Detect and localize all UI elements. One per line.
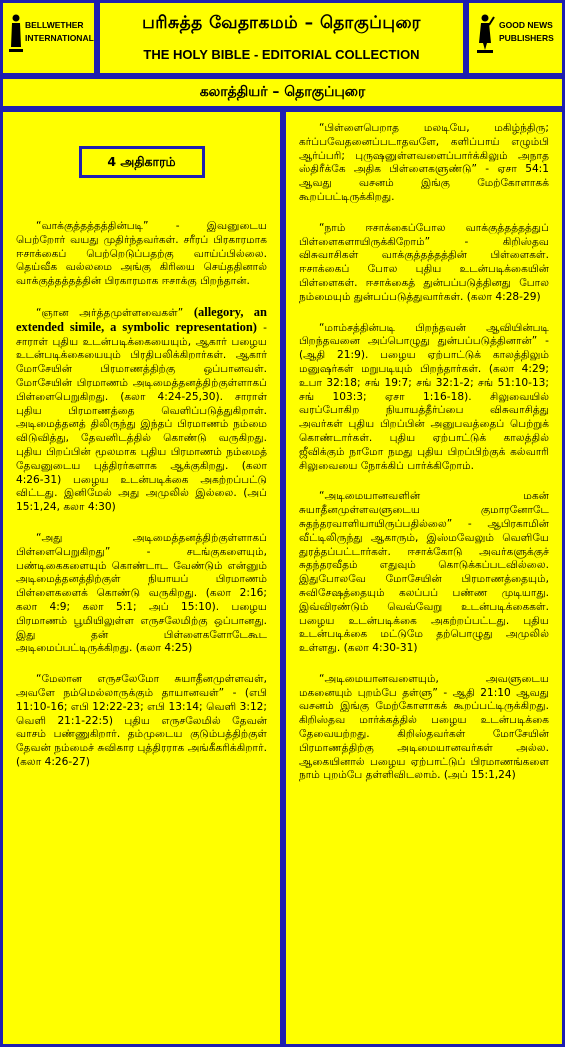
header	[0, 0, 565, 109]
chapter-label: 4 அதிகாரம்	[79, 146, 205, 178]
left-paragraph-2-rest: - சாராள் புதிய உடன்படிக்கையையும், ஆகார் பழைய உடன்படிக்கையையும் பிரதிபலிக்கிறார்கள். ஆகார் மோசேயின் பிரமாணத்திற்கு ஒப்பானவள். மோசேயின் பிரமாணம் அடிமைத்தனத்திற்குள்ளாகப் பிள்ளைபெறுகிறது. (கலா 4:24-25,30). சாராள் புதிய பிரமாணத்தை வெளிப்படுத்துகிறாள். அடிமைத்தனத் திலிருந்து இந்தப் பிரமாணம் நம்மை விடுவித்து, தேவனிடத்தில் கொண்டு வருகிறது. புதிய பிறப்பின் மூலமாக புதிய பிரமாணம் நம்மைத் தேவனுடைய புத்திரர்களாக ஆக்குகிறது. (கலா 4:26-31) பழைய உடன்படிக்கை அகற்றப்பட்டு விட்டது. இனிமேல் அது அமுலில் இல்லை. (அப் 15:1,24, கலா 4:30)	[16, 321, 267, 514]
good-news-logo	[466, 0, 565, 76]
right-column	[283, 109, 565, 1047]
logo-right-line1: GOOD NEWS	[499, 20, 553, 30]
left-paragraph-4: “மேலான எருசலேமோ சுயாதீனமுள்ளவள், அவளே நம்மெல்லாருக்கும் தாயானவள்” - (எபி 11:10-16; எபி 12:22-23; எபி 13:14; வெளி 3:12; வெளி 21:1-22:5) புதிய எருசலேமில் தேவன் வாசம் பண்ணுகிறார். தம்முடைய குடும்பத்திற்குள் தேவன் நம்மைச் சுவிகார புத்திரராக அங்கீகரிக்கிறார். (கலா 4:26-27)	[16, 673, 267, 768]
title-tamil: பரிசுத்த வேதாகமம் – தொகுப்புரை	[142, 13, 421, 33]
bellwether-logo	[0, 0, 97, 76]
title-english: THE HOLY BIBLE - EDITORIAL COLLECTION	[143, 47, 420, 62]
logo-right-line2: PUBLISHERS	[499, 33, 554, 43]
right-paragraph-5: “அடிமையானவளையும், அவளுடைய மகனையும் புறம்பே தள்ளு” - ஆதி 21:10 ஆவது வசனம் இங்கு மேற்கோளாகக் கூறப்பட்டிருக்கிறது. கிறிஸ்தவ மார்க்கத்தில் பழைய உடன்படிக்கை தேவையற்றது. கிறிஸ்தவர்கள் மோசேயின் பிரமாணத்திற்கு அடிமையானவர்கள் அல்ல. ஆகையினால் பழைய ஏற்பாட்டுப் பிரமாணங்களை நாம் புறம்பே தள்ளிவிடலாம். (அப் 15:1,24)	[299, 672, 549, 782]
logo-left-line2: INTERNATIONAL	[25, 33, 94, 43]
left-column	[0, 109, 283, 1047]
messenger-figure-icon	[475, 13, 495, 53]
right-paragraph-3: “மாம்சத்தின்படி பிறந்தவன் ஆவியின்படி பிறந்தவனை அப்பொழுது துன்பப்படுத்தினான்” - (ஆதி 21:9). பழைய ஏற்பாட்டுக் காலத்திலும் மனுஷர்கள் மறுபடியும் பிறந்தார்கள். (கலா 4:29; உபா 32:18; சங் 19:7; சங் 32:1-2; சங் 51:10-13; சங் 103:3; ஏசா 1:16-18). சிலுவையில் வரப்போகிற நியாயத்தீர்ப்பை விசுவாசித்து அவர்கள் புதிய பிறப்பின் அனுபவத்தைப் பெற்றுக் கொண்டார்கள். புதிய ஏற்பாட்டுக் காலத்தில் ஜீவிக்கும் நாமோ நமது புதிய பிறப்பிற்குக் கல்வாரி சிலுவையை நோக்கிப் பார்க்கிறோம்.	[299, 321, 549, 472]
right-paragraph-1: “பிள்ளைபெறாத மலடியே, மகிழ்ந்திரு; கர்ப்பவேதனைப்படாதவளே, களிப்பாய் எழும்பி ஆர்ப்பரி; புருஷனுள்ளவளைப்பார்க்கிலும் அநாத ஸ்திரீக்கே அதிக பிள்ளைகளுண்டு” - ஏசா 54:1 ஆவது வசனம் இங்கு மேற்கோளாகக் கூறப்பட்டிருக்கிறது.	[299, 122, 549, 203]
subtitle-box	[0, 76, 565, 109]
left-paragraph-3: “அது அடிமைத்தனத்திற்குள்ளாகப் பிள்ளைபெறுகிறது” - சடங்குகளையும், பண்டிகைகளையும் கொண்டாட வேண்டும் என்னும் அடிமைத்தனத்திற்குள் நியாயப் பிரமாணம் பிள்ளைகளைக் கொண்டு வருகிறது. (கலா 2:16; கலா 4:9; கலா 5:1; அப் 15:10). பழைய பிரமாணம் பூமியிலுள்ள எருசலேமிற்கு ஒப்பானது. இது தன் பிள்ளைகளோடேகூட அடிமைப்பட்டிருக்கிறது. (கலா 4:25)	[16, 531, 267, 655]
right-paragraph-2: “நாம் ஈசாக்கைப்போல வாக்குத்தத்தத்துப் பிள்ளைகளாயிருக்கிறோம்” - கிறிஸ்தவ விசுவாசிகள் வாக்குத்தத்தத்தின் பிள்ளைகள். ஈசாக்கைப் போல புதிய உடன்படிக்கையின் பிள்ளைகள். ஈசாக்கைத் துன்பப்படுத்தினது போல நம்மையும் துன்பப்படுத்துவார்கள். (கலா 4:28-29)	[299, 221, 549, 303]
left-paragraph-1: “வாக்குத்தத்தத்தின்படி” - இவனுடைய பெற்றோர் வயது முதிர்ந்தவர்கள். சரீரப் பிரகாரமாக ஈசாக்கைப் பெற்றெடுப்பதற்கு வாய்ப்பில்லை. தெய்வீக வல்லமை அங்கு கிரியை செய்ததினால் வாக்குத்தத்தத்தின் பிரகாரமாக ஈசாக்கு பிறந்தான்.	[16, 220, 267, 288]
allegory-definition: (allegory, an extended simile, a symbolic representation)	[16, 304, 268, 334]
left-paragraph-2-lead: “ஞான அர்த்தமுள்ளவைகள்”	[36, 306, 194, 319]
right-paragraph-4: “அடிமையானவளின் மகன் சுயாதீனமுள்ளவளுடைய குமாரனோடே சுதந்தரவாளியாயிருப்பதில்லை” - ஆபிரகாமின் வீட்டிலிருந்து ஆகாரும், இஸ்மவேலும் வெளியே துரத்தப்பட்டார்கள். ஈசாக்கோடு அவர்களுக்குச் சுதந்தரவீதம் எதுவும் கொடுக்கப்படவில்லை. இதுபோலவே மோசேயின் பிரமாணத்தையும், சுவிசேஷத்தையும் கலப்பப் பண்ண முடியாது. இவ்விரண்டும் வெவ்வேறு உடன்படிக்கைகள். பழைய உடன்படிக்கை அகற்றப்பட்டது. புதிய உடன்படிக்கை மட்டுமே தற்பொழுது அமுலில் உள்ளது. (கலா 4:30-31)	[299, 490, 549, 655]
left-paragraph-2	[16, 306, 267, 515]
subtitle: கலாத்தியர் – தொகுப்புரை	[199, 84, 366, 100]
shepherd-figure-icon	[8, 13, 24, 53]
title-box	[97, 0, 466, 76]
logo-left-line1: BELLWETHER	[25, 20, 84, 30]
